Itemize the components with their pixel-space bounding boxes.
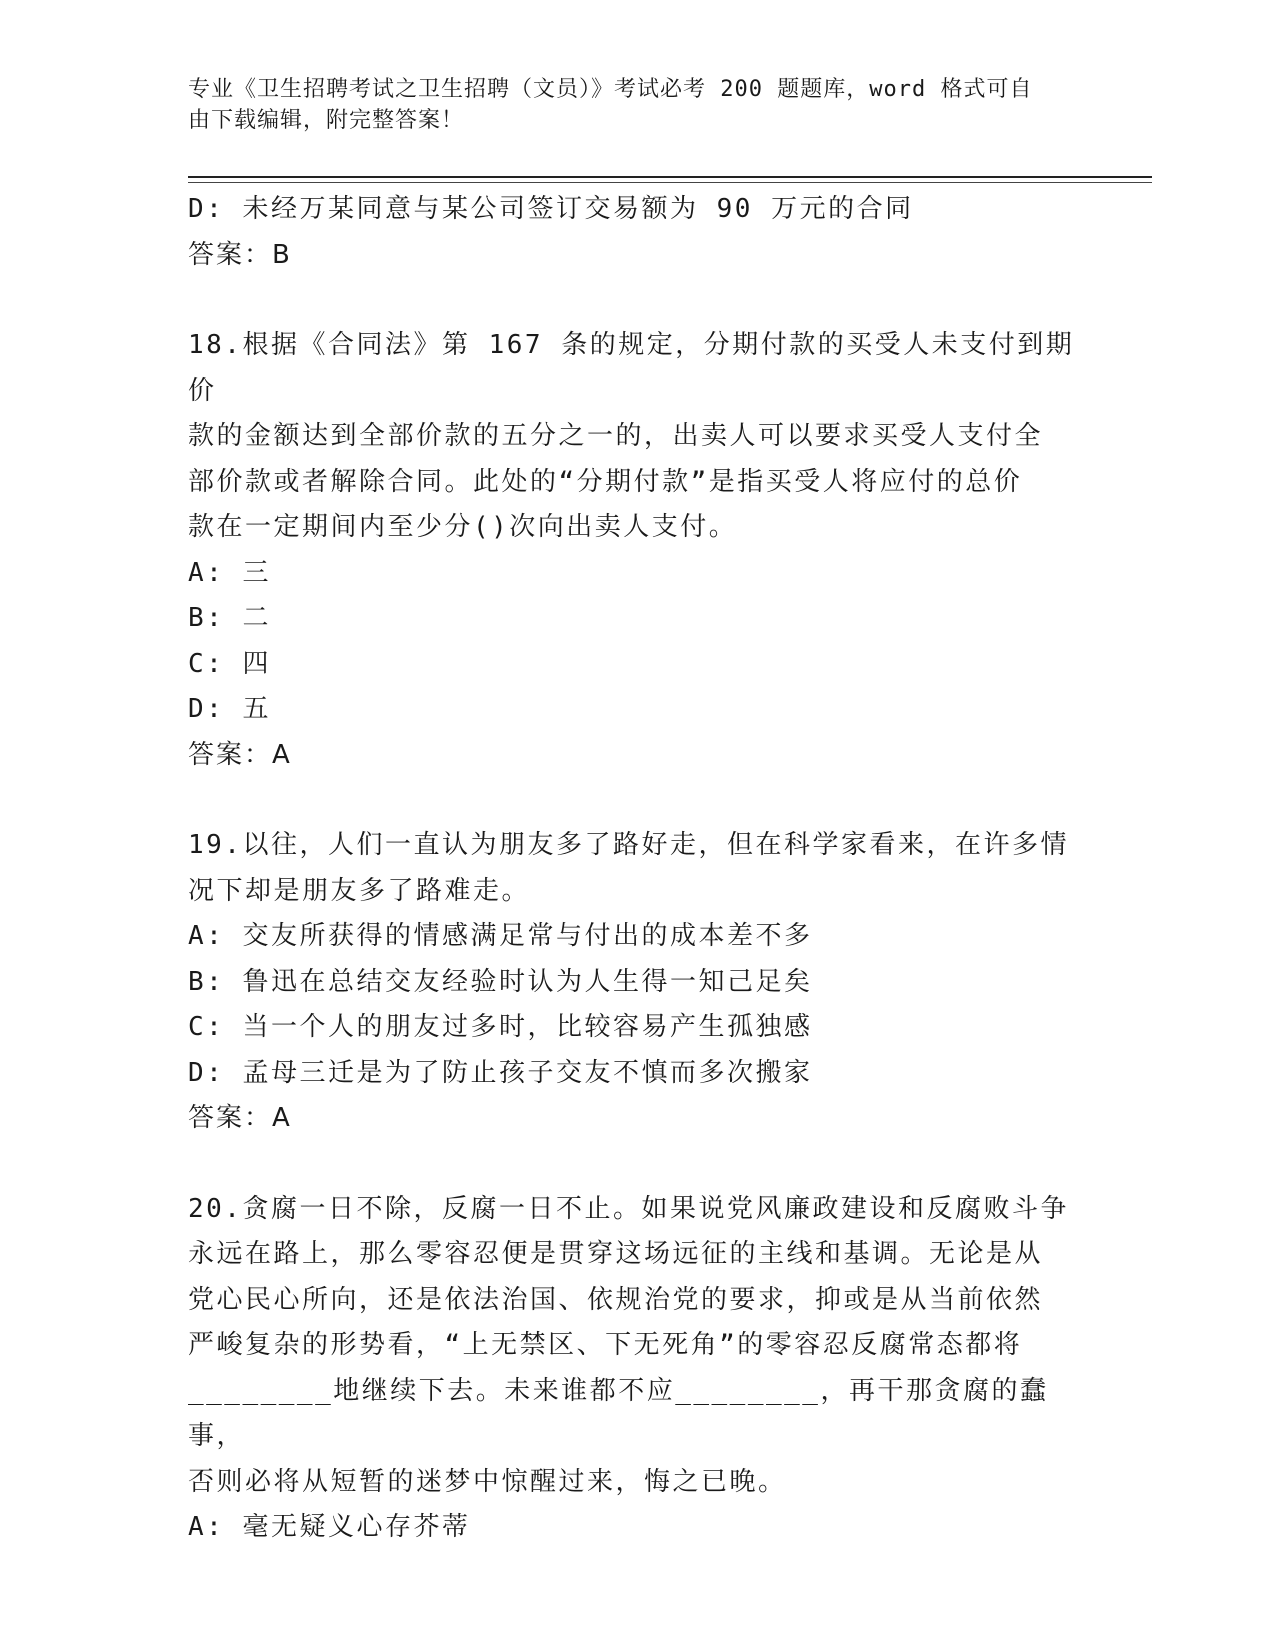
question-text-line: 部价款或者解除合同。此处的“分期付款”是指买受人将应付的总价 <box>188 466 1023 497</box>
question-text-line: 19.以往，人们一直认为朋友多了路好走，但在科学家看来，在许多情 <box>188 830 1069 860</box>
question-text-line: 党心民心所向，还是依法治国、依规治党的要求，抑或是从当前依然 <box>188 1284 1044 1315</box>
question-text-line: 20.贪腐一日不除，反腐一日不止。如果说党风廉政建设和反腐败斗争 <box>188 1193 1069 1224</box>
option-b: B: 鲁迅在总结交友经验时认为人生得一知己足矣 <box>188 966 813 997</box>
option-b: B: 二 <box>188 603 271 633</box>
answer-line: 答案：A <box>188 739 292 770</box>
answer-line: 答案：A <box>188 1103 292 1133</box>
question-text-line: ________地继续下去。未来谁都不应________，再干那贪腐的蠢事， <box>188 1375 1049 1451</box>
question-text-line: 18.根据《合同法》第 167 条的规定，分期付款的买受人未支付到期价 <box>188 330 1075 406</box>
document-body <box>188 187 1078 1551</box>
option-a: A: 三 <box>188 557 271 588</box>
question-text-line: 永远在路上，那么零容忍便是贯穿这场远征的主线和基调。无论是从 <box>188 1239 1044 1269</box>
option-d: D: 孟母三迁是为了防止孩子交友不慎而多次搬家 <box>188 1057 813 1088</box>
document-header <box>188 74 1068 136</box>
option-a: A: 交友所获得的情感满足常与付出的成本差不多 <box>188 921 813 951</box>
option-a: A: 毫无疑义心存芥蒂 <box>188 1512 471 1542</box>
question-block-20 <box>188 1187 1078 1551</box>
option-c: C: 四 <box>188 648 271 679</box>
question-text-line: 否则必将从短暂的迷梦中惊醒过来，悔之已晚。 <box>188 1466 787 1497</box>
answer-line: 答案：B <box>188 239 292 270</box>
option-d: D: 五 <box>188 694 271 724</box>
question-text-line: 款在一定期间内至少分()次向出卖人支付。 <box>188 512 738 542</box>
question-text-line: 况下却是朋友多了路难走。 <box>188 875 531 906</box>
question-block-18 <box>188 323 1078 778</box>
question-text-line: 款的金额达到全部价款的五分之一的，出卖人可以要求买受人支付全 <box>188 421 1044 451</box>
option-d: D: 未经万某同意与某公司签订交易额为 90 万元的合同 <box>188 194 914 224</box>
question-text-line: 严峻复杂的形势看，“上无禁区、下无死角”的零容忍反腐常态都将 <box>188 1330 1023 1360</box>
header-divider-thick <box>188 176 1152 178</box>
header-line-1: 专业《卫生招聘考试之卫生招聘（文员）》考试必考 200 题题库，word 格式可自 <box>188 77 1033 102</box>
header-divider-thin <box>188 182 1152 183</box>
header-line-2: 由下载编辑，附完整答案！ <box>188 108 465 133</box>
question-block-17 <box>188 187 1078 278</box>
question-block-19 <box>188 823 1078 1142</box>
option-c: C: 当一个人的朋友过多时，比较容易产生孤独感 <box>188 1012 813 1042</box>
